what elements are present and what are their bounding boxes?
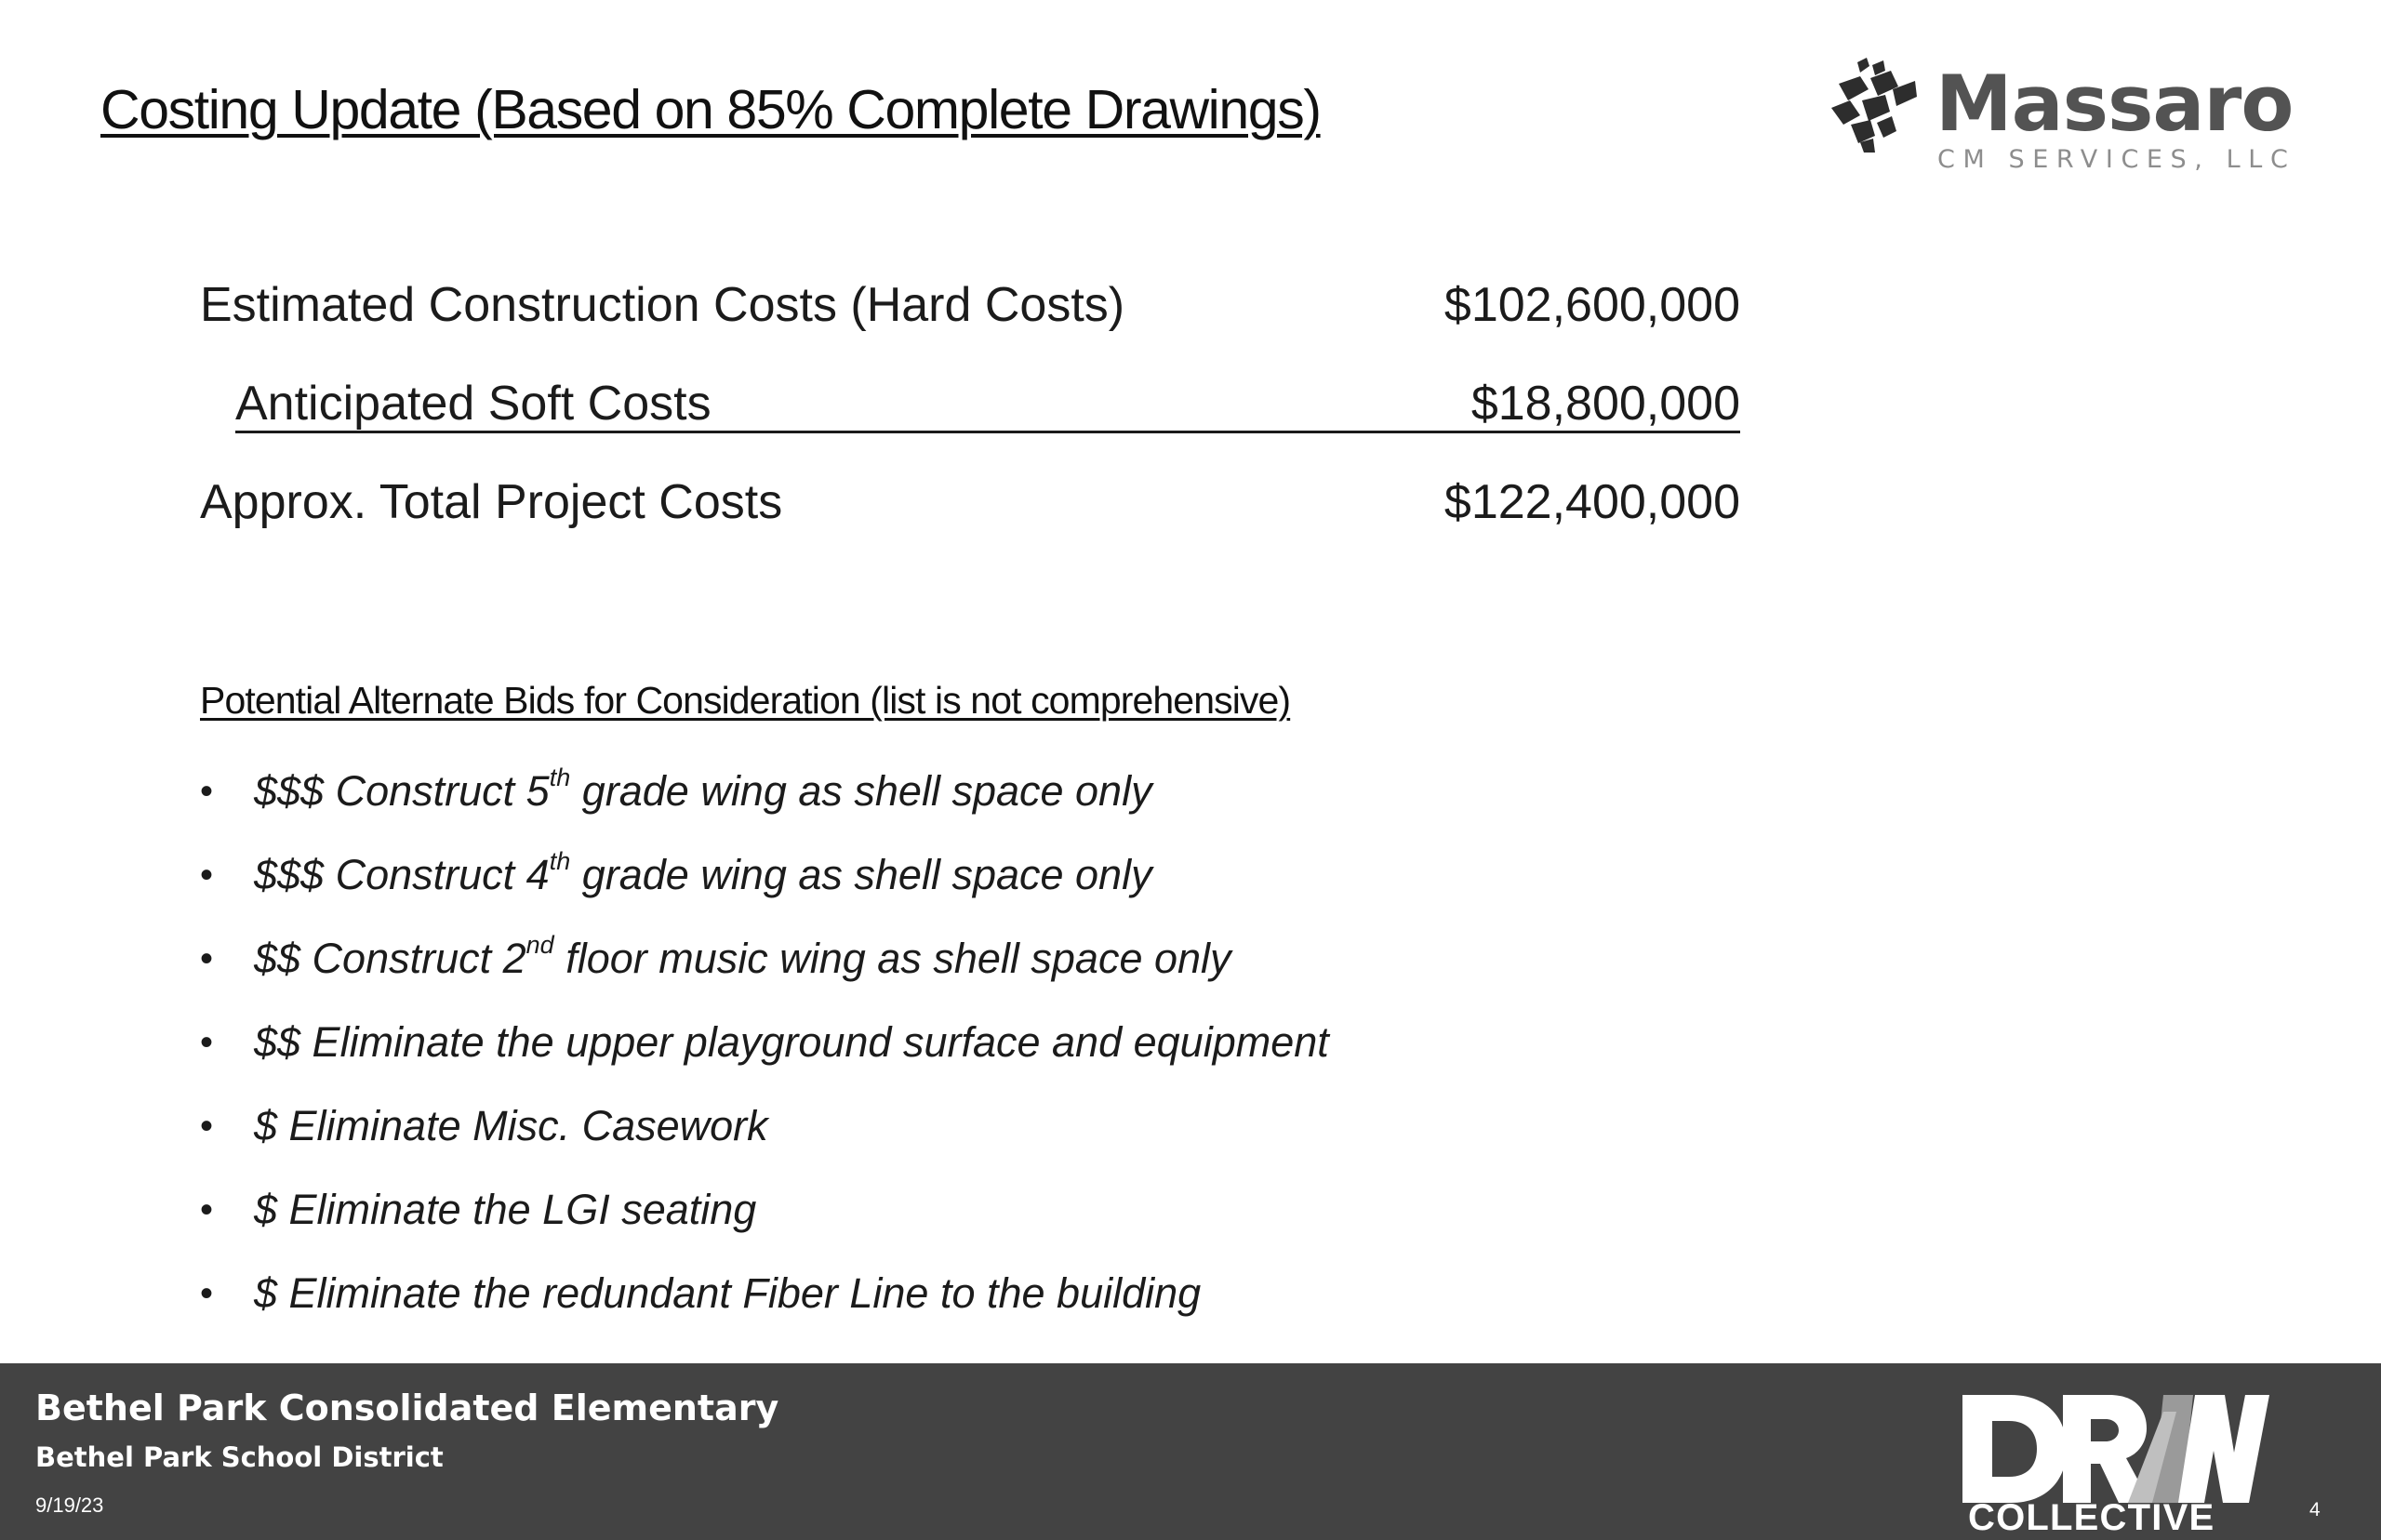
bullet: • (200, 938, 214, 979)
cost-value: $18,800,000 (1470, 377, 1740, 431)
bullet: • (200, 855, 214, 896)
massaro-logo (1828, 56, 2296, 186)
list-item-text (254, 1181, 756, 1239)
list-item-text-end: grade wing as shell space only (570, 767, 1152, 815)
list-item-text-start: $ Eliminate the LGI seating (254, 1186, 757, 1233)
cost-label: Estimated Construction Costs (Hard Costs) (200, 278, 1125, 332)
massaro-mark-icon (1831, 58, 1917, 153)
list-item-text (254, 1265, 1201, 1322)
draw-collective-logo-icon (1953, 1384, 2269, 1505)
massaro-subtitle: CM SERVICES, LLC (1937, 145, 2296, 174)
list-item-text-end: floor music wing as shell space only (553, 935, 1231, 982)
footer-project-name: Bethel Park Consolidated Elementary (35, 1387, 779, 1428)
list-item-text (254, 1097, 768, 1155)
bullet: • (200, 1022, 214, 1063)
list-item-text-end: grade wing as shell space only (570, 851, 1152, 898)
cost-label: Approx. Total Project Costs (200, 475, 783, 529)
list-item-text-start: $$$ Construct 4 (254, 851, 550, 898)
bullet: • (200, 1189, 214, 1230)
cost-label: Anticipated Soft Costs (235, 377, 712, 431)
list-item-text-start: $$ Eliminate the upper playground surface and equipment (254, 1018, 1329, 1066)
list-item-text-start: $ Eliminate the redundant Fiber Line to the building (254, 1269, 1202, 1317)
list-item-text (254, 930, 1231, 988)
footer-bar (0, 1363, 2381, 1540)
bullet: • (200, 1273, 214, 1314)
page-number: 4 (2309, 1499, 2321, 1520)
footer-date: 9/19/23 (35, 1494, 104, 1517)
list-item-text-start: $ Eliminate Misc. Casework (254, 1102, 768, 1149)
slide-title: Costing Update (Based on 85% Complete Drawings) (100, 79, 1321, 140)
bullet: • (200, 771, 214, 812)
bullet: • (200, 1106, 214, 1147)
list-item-text (254, 846, 1152, 904)
cost-value: $122,400,000 (1443, 475, 1740, 529)
subtotal-rule (235, 431, 1740, 433)
draw-collective-wordmark: COLLECTIVE (1968, 1497, 2215, 1538)
footer-district-name: Bethel Park School District (35, 1441, 444, 1473)
cost-value: $102,600,000 (1443, 278, 1740, 332)
ordinal-suffix: th (549, 763, 571, 791)
list-item-text (254, 763, 1152, 820)
alternates-heading: Potential Alternate Bids for Consideration (list is not comprehensive) (200, 679, 1291, 722)
list-item-text (254, 1014, 1329, 1071)
cost-row-hard-costs (200, 277, 1740, 337)
cost-row-soft-costs (200, 376, 1740, 435)
massaro-name: Massaro (1935, 59, 2294, 149)
ordinal-suffix: th (549, 847, 571, 875)
ordinal-suffix: nd (525, 931, 554, 959)
cost-row-total (200, 474, 1740, 534)
list-item-text-start: $$ Construct 2 (254, 935, 526, 982)
draw-collective-logo (1953, 1384, 2269, 1538)
list-item-text-start: $$$ Construct 5 (254, 767, 550, 815)
